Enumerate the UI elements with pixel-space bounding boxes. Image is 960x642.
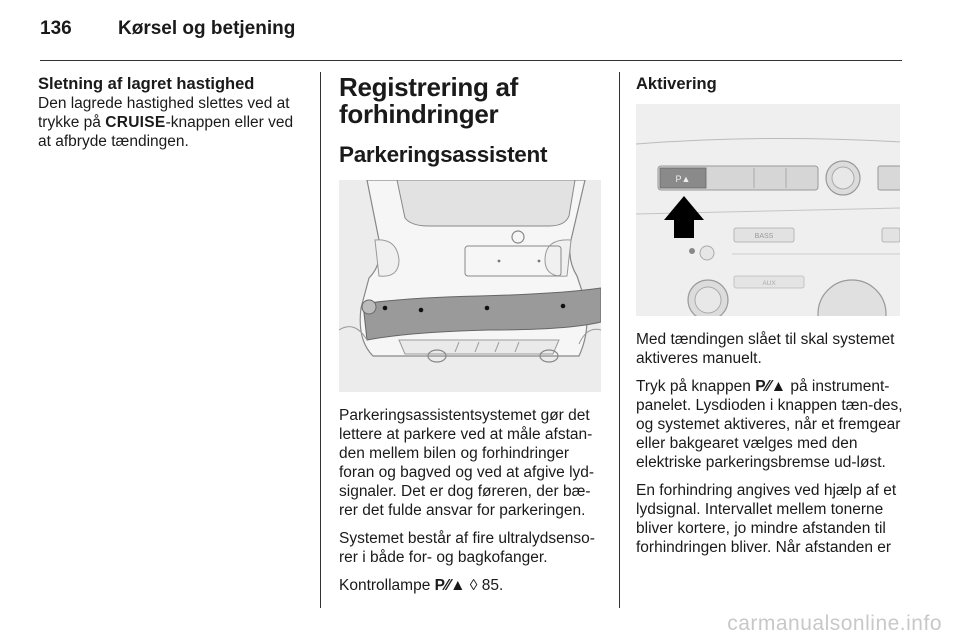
paragraph-speed-clear: Den lagrede hastighed slettes ved at trykke på CRUISE-knappen eller ved at afbryde tændingen. [38,95,294,150]
paragraph-obstacle-signal: En forhindring angives ved hjælp af et lydsignal. Intervallet mellem tonerne bliver kortere, jo mindre afstanden til forhindringen bliver. Når afstanden er [636,482,897,556]
parking-assist-button-symbol-icon: P⁄⁄▲ [755,378,787,395]
car-rear-icon [339,180,601,392]
dashboard-button-illustration [636,104,900,316]
site-watermark: carmanualsonline.info [727,612,942,635]
dashboard-bass-label: BASS [754,233,774,240]
section-title-obstacle-detection: Registrering af forhindringer [339,72,518,129]
section-subtitle-parking-assist: Parkeringsassistent [339,142,548,167]
paragraph-parking-assist-intro: Parkeringsassistentsystemet gør det lettere at parkere ved at måle afstan-den mellem bilen og forhindringer foran og bagved og ved at afgive lyd-signaler. Det er dog føreren, der bæ-rer det fulde ansvar for parkeringen. [339,407,595,519]
rear-bumper-illustration [339,180,601,392]
dashboard-panel-icon [636,104,900,316]
paragraph-activation-button: Tryk på knappen P⁄⁄▲ på instrument-panelet. Lysdioden i knappen tæn-des, og systemet aktiveres, når et fremgear eller bakgearet vælges med den elektriske parkeringsbremse ud-løst. [636,378,903,471]
column-3 [636,74,906,566]
svg-text:P▲: P▲ [675,174,691,184]
paragraph-activation-manual: Med tændingen slået til skal systemet aktiveres manuelt. [636,331,895,367]
parking-assist-symbol-icon: P⁄⁄▲ [434,577,466,594]
section-heading-activation: Aktivering [636,75,717,93]
column-divider-left [320,72,321,608]
paragraph-control-lamp: Kontrollampe P⁄⁄▲ ◊ 85. [339,577,504,594]
cruise-button-label: CRUISE [105,114,166,131]
dashboard-aux-label: AUX [762,280,776,287]
header-divider [40,60,902,61]
chapter-title: Kørsel og betjening [118,18,296,39]
column-divider-right [619,72,620,608]
column-2 [339,74,605,604]
column-1 [38,74,310,160]
page-number: 136 [40,18,72,39]
section-heading-speed-clear: Sletning af lagret hastighed [38,75,255,93]
page-header [40,18,920,58]
paragraph-sensors: Systemet består af fire ultralydsenso-rer i både for- og bagkofanger. [339,530,595,566]
